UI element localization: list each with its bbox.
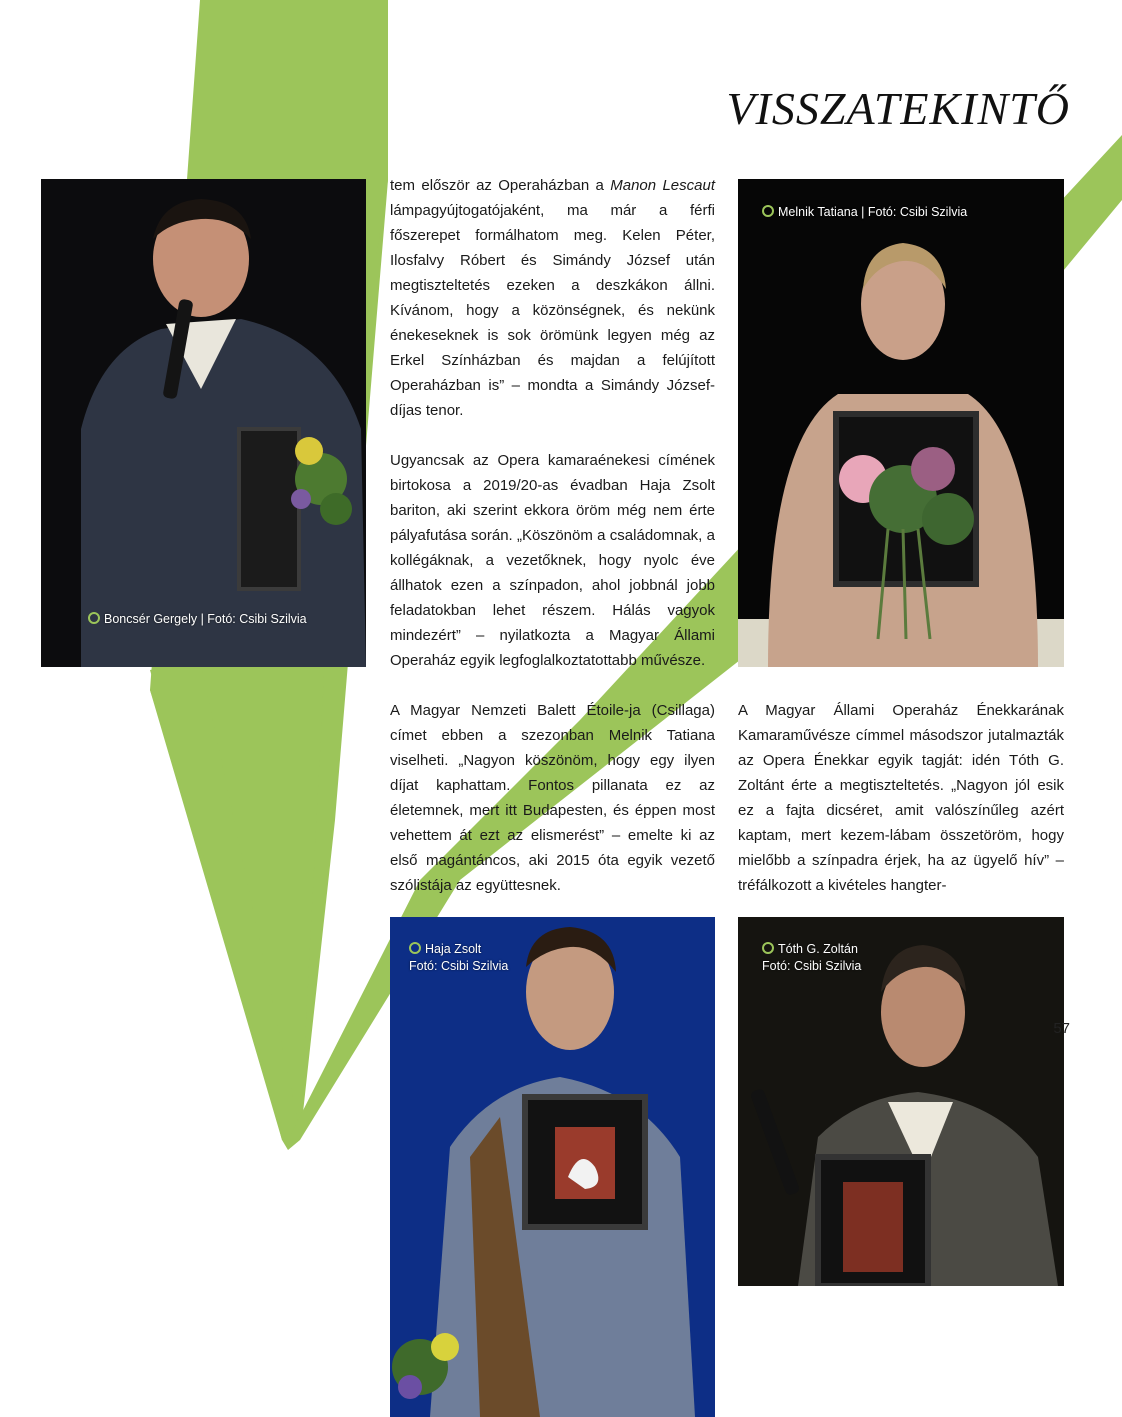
photo-boncser-gergely (41, 179, 366, 667)
caption-boncser: Boncsér Gergely | Fotó: Csibi Szilvia (88, 611, 307, 628)
caption-haja: Haja Zsolt Fotó: Csibi Szilvia (409, 942, 509, 973)
caption-ring-icon (88, 612, 100, 624)
page-number: 57 (1053, 1020, 1070, 1037)
section-title: VISSZATEKINTŐ (726, 83, 1070, 134)
article-paragraph-4: A Magyar Állami Operaház Énekkarának Kamaraművésze címmel másodszor jutalmazták az Opera Énekkar egyik tagját: idén Tóth G. Zoltánt érte a megtiszteltetés. „Nagyon jól esik ez a fajta dicséret, amit valószínűleg azért kaptam, mert kezem-lábam összetöröm, hogy mielőbb a színpadra érjek, ha az ügyelő hív” – tréfálkozott a kivételes hangter- (738, 702, 1064, 894)
article-paragraph-1: tem először az Operaházban a Manon Lescaut lámpagyújtogatójaként, ma már a férfi főszerepet formálhatom meg. Kelen Péter, Ilosfalvy Róbert és Simándy József után megtiszteltetés ezeken a deszkákon állni. Kívánom, hogy a közönségnek, és nekünk énekeseknek is sok örömünk legyen még az Erkel Színházban és majdan a felújított Operaházban is” – mondta a Simándy József-díjas tenor. (390, 177, 715, 419)
photo-haja-zsolt (390, 917, 715, 1417)
article-column-middle (390, 173, 715, 898)
caption-ring-icon (762, 942, 774, 954)
caption-melnik: Melnik Tatiana | Fotó: Csibi Szilvia (762, 204, 967, 221)
photo-melnik-tatiana (738, 179, 1064, 667)
article-paragraph-3: A Magyar Nemzeti Balett Étoile-ja (Csillaga) címet ebben a szezonban Melnik Tatiana viselheti. „Nagyon köszönöm, hogy egy ilyen díjat kaphattam. Fontos pillanata ez az életemnek, mert itt Budapesten, és éppen most vehettem át ezt az elismerést” – emelte ki az első magántáncos, aki 2015 óta egyik vezető szólistája az együttesnek. (390, 702, 715, 894)
caption-ring-icon (409, 942, 421, 954)
caption-toth: Tóth G. Zoltán Fotó: Csibi Szilvia (762, 942, 862, 973)
caption-ring-icon (762, 205, 774, 217)
article-column-right (738, 698, 1064, 898)
article-paragraph-2: Ugyancsak az Opera kamaraénekesi címének birtokosa a 2019/20-as évadban Haja Zsolt bariton, aki szerint ekkora öröm még nem érte pályafutása során. „Köszönöm a családomnak, a kollégáknak, a vezetőknek, hogy nyolc éve állhatok ezen a színpadon, ahol jobbnál jobb feladatokban lehet részem. Hálás vagyok mindezért” – nyilatkozta a Magyar Állami Operaház egyik legfoglalkoztatottabb művésze. (390, 452, 715, 669)
